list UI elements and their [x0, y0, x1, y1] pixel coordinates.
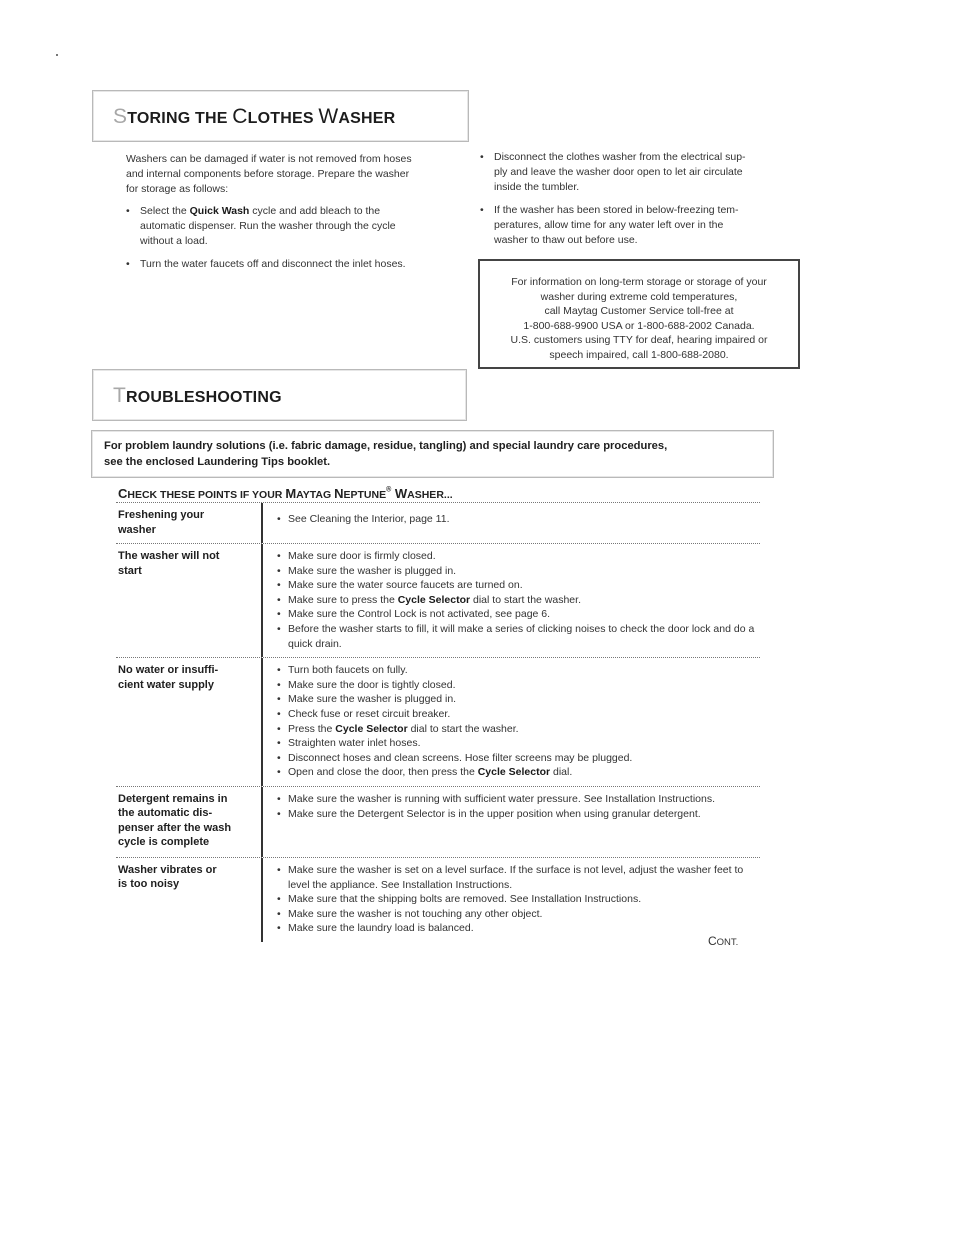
solution-item: • Press the Cycle Selector dial to start the washer.	[277, 722, 760, 737]
solution-item: • Make sure door is firmly closed.	[277, 549, 760, 564]
solution-item: • See Cleaning the Interior, page 11.	[277, 512, 760, 527]
stray-mark	[56, 54, 58, 56]
storing-steps-list	[126, 204, 446, 272]
solution-item: • Disconnect hoses and clean screens. Hose filter screens may be plugged.	[277, 751, 760, 766]
customer-service-info-box: For information on long-term storage or storage of your washer during extreme cold temperatures, call Maytag Customer Service toll-free at 1-800-688-9900 USA or 1-800-688-2002 Canada. U.S. customers using TTY for deaf, hearing impaired or speech impaired, call 1-800-688-2080.	[478, 259, 800, 369]
table-row	[116, 657, 760, 786]
troubleshooting-title: TROUBLESHOOTING	[113, 384, 282, 407]
solution-item: • Make sure the washer is not touching any other object.	[277, 907, 760, 922]
solution-item: • Straighten water inlet hoses.	[277, 736, 760, 751]
continued-label: CONT.	[708, 934, 739, 948]
problem-label: No water or insuffi- cient water supply	[118, 664, 219, 691]
solution-item: • Make sure the washer is running with sufficient water pressure. See Installation Instructions.	[277, 792, 760, 807]
solution-item: • Make sure the laundry load is balanced.	[277, 921, 760, 936]
solution-item: • Make sure the Control Lock is not activated, see page 6.	[277, 607, 760, 622]
storing-intro: Washers can be damaged if water is not removed from hoses and internal components before storage. Prepare the washer for storage as follows:	[126, 153, 412, 195]
solution-item: • Make sure to press the Cycle Selector dial to start the washer.	[277, 593, 760, 608]
storing-step-faucets: • Turn the water faucets off and disconnect the inlet hoses.	[126, 257, 446, 272]
solution-item: • Make sure the water source faucets are turned on.	[277, 578, 760, 593]
table-row	[116, 786, 760, 857]
solution-item: • Before the washer starts to fill, it will make a series of clicking noises to check the door lock and do a quick drain.	[277, 622, 760, 651]
storing-step-thaw: • If the washer has been stored in below-freezing tem- peratures, allow time for any water left over in the washer to thaw out before use.	[480, 203, 780, 248]
storing-step-disconnect: • Disconnect the clothes washer from the electrical sup- ply and leave the washer door open to let air circulate inside the tumbler.	[480, 150, 780, 195]
check-points-title: CHECK THESE POINTS IF YOUR MAYTAG NEPTUNE® WASHER...	[118, 486, 453, 501]
solution-item: • Make sure the washer is set on a level surface. If the surface is not level, adjust the washer feet to level the appliance. See Installation Instructions.	[277, 863, 760, 892]
table-row	[116, 543, 760, 657]
solution-item: • Make sure the washer is plugged in.	[277, 692, 760, 707]
problem-label: Freshening your washer	[118, 509, 205, 536]
troubleshooting-table	[116, 502, 760, 942]
table-row	[116, 857, 760, 942]
solution-item: • Check fuse or reset circuit breaker.	[277, 707, 760, 722]
storing-left-column	[126, 152, 446, 280]
problem-label: Detergent remains in the automatic dis- penser after the wash cycle is complete	[118, 792, 232, 849]
solution-item: • Open and close the door, then press the Cycle Selector dial.	[277, 765, 760, 780]
storing-step-quick-wash: • Select the Quick Wash cycle and add bleach to the automatic dispenser. Run the washer through the cycle without a load.	[126, 204, 446, 249]
storing-right-list	[480, 150, 780, 248]
solutions-cell	[261, 503, 760, 543]
solution-item: • Make sure the Detergent Selector is in the upper position when using granular detergent.	[277, 807, 760, 822]
solutions-cell	[261, 858, 760, 942]
solution-item: • Turn both faucets on fully.	[277, 663, 760, 678]
solutions-cell	[261, 544, 760, 657]
problem-label: Washer vibrates or is too noisy	[118, 863, 217, 891]
storing-section-header	[92, 90, 469, 142]
laundering-tips-note: For problem laundry solutions (i.e. fabric damage, residue, tangling) and special laundry care procedures, see the enclosed Laundering Tips booklet.	[91, 430, 774, 478]
troubleshooting-section-header	[92, 369, 467, 421]
problem-label: The washer will not start	[118, 550, 220, 577]
solution-item: • Make sure the door is tightly closed.	[277, 678, 760, 693]
storing-right-column	[480, 150, 780, 256]
solutions-cell	[261, 658, 760, 786]
table-row	[116, 502, 760, 543]
solutions-cell	[261, 787, 760, 857]
solution-item: • Make sure that the shipping bolts are removed. See Installation Instructions.	[277, 892, 760, 907]
storing-title: STORING THE CLOTHES WASHER	[113, 105, 396, 128]
solution-item: • Make sure the washer is plugged in.	[277, 564, 760, 579]
